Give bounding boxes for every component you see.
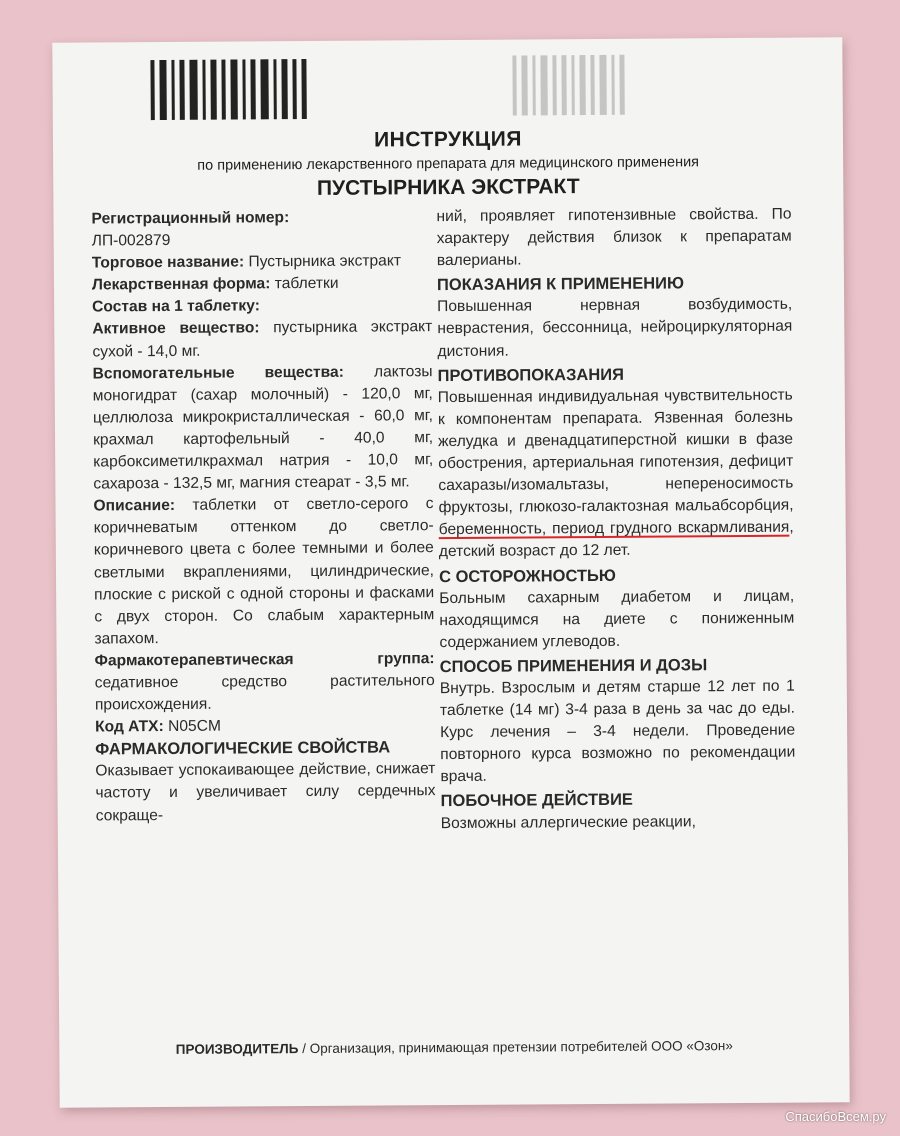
description [93, 493, 434, 650]
dosage-form [92, 272, 432, 296]
contra-text-2: , детский возраст до 12 лет. [438, 518, 794, 561]
composition-label: Состав на 1 таблетку: [92, 297, 260, 316]
form-value: таблетки [274, 275, 339, 293]
active-value: пустырника экстракт сухой - 14,0 мг. [92, 318, 433, 361]
active-label: Активное вещество: [92, 319, 260, 338]
description-label: Описание: [93, 497, 176, 515]
drug-name: ПУСТЫРНИКА ЭКСТРАКТ [316, 175, 580, 200]
pharm-group-label: Фармакотерапевтическая группа: [94, 649, 435, 670]
document-subtitle: по применению лекарственного препарата для медицинского применения [197, 154, 700, 174]
reg-label: Регистрационный номер: [91, 209, 290, 228]
right-column [436, 204, 795, 835]
atc-value: N05CM [168, 717, 222, 736]
side-effects-heading: ПОБОЧНОЕ ДЕЙСТВИЕ [440, 791, 633, 811]
pharm-group [95, 648, 435, 717]
instruction-leaflet [52, 37, 849, 1107]
manufacturer-footer [59, 1037, 849, 1058]
contra-underlined: беременность, период грудного вскармливания [438, 518, 790, 539]
atc-label: Код АТХ: [95, 718, 164, 736]
barcode-showthrough [512, 55, 629, 116]
active-substance [92, 317, 432, 364]
indications-heading: ПОКАЗАНИЯ К ПРИМЕНЕНИЮ [436, 274, 685, 295]
footer-text: / Организация, принимающая претензии потребителей ООО «Озон» [298, 1038, 733, 1057]
dosage-text: Внутрь. Взрослым и детям старше 12 лет по 1 таблетке (14 мг) 3-4 раза в день за час до еды. Курс лечения – 3-4 недели. Проведение повторного курса возможно по рекомендации врача. [439, 677, 796, 786]
indications-text: Повышенная нервная возбудимость, неврастения, бессонница, нейроциркуляторная дистония. [437, 295, 793, 360]
atc-code [95, 714, 435, 738]
excipients-value: лактозы моногидрат (сахар молочный) - 120,0 мг, целлюлоза микрокристаллическая - 60,0 мг, крахмал картофельный - 40,0 мг, карбоксиметилкрахмал натрия - 10,0 мг, сахароза - 132,5 мг, магния стеарат - 3,5 мг. [92, 362, 434, 493]
side-effects-text: Возможны аллергические реакции, [440, 812, 696, 832]
trade-name [92, 250, 432, 274]
pharmacological-properties-continued: ний, проявляет гипотензивные свойства. По характеру действия близок к препаратам валерианы. [436, 205, 792, 270]
left-column [91, 206, 435, 827]
excipients-label: Вспомогательные вещества: [92, 363, 344, 383]
footer-label: ПРОИЗВОДИТЕЛЬ [175, 1041, 299, 1057]
reg-value: ЛП-002879 [91, 232, 171, 250]
contraindications-text [438, 384, 794, 563]
pharmacological-properties-text: Оказывает успокаивающее действие, снижает частоту и увеличивает силу сердечных сокраще- [95, 760, 436, 825]
description-value: таблетки от светло-серого с коричневатым оттенком до светло-коричневого цвета с более темными и более светлыми вкраплениями, цилиндрические, плоские с риской с одной стороны и фасками с двух сторон. Со слабым характерным запахом. [93, 495, 435, 648]
document-title: ИНСТРУКЦИЯ [373, 127, 522, 152]
trade-label: Торговое название: [91, 253, 245, 272]
pharmacological-properties-heading: ФАРМАКОЛОГИЧЕСКИЕ СВОЙСТВА [95, 738, 391, 759]
site-watermark: СпасибоВсем.ру [785, 1109, 886, 1124]
excipients [93, 361, 434, 496]
contraindications-heading: ПРОТИВОПОКАЗАНИЯ [437, 365, 625, 385]
pharm-group-value: седативное средство растительного происхождения. [94, 672, 435, 714]
caution-text: Больным сахарным диабетом и лицам, находящимся на диете с пониженным содержанием углеводов. [439, 587, 795, 651]
form-label: Лекарственная форма: [91, 275, 271, 294]
registration-number [91, 206, 431, 253]
trade-value: Пустырника экстракт [248, 252, 402, 271]
dosage-heading: СПОСОБ ПРИМЕНЕНИЯ И ДОЗЫ [439, 656, 708, 676]
contra-text-1: Повышенная индивидуальная чувствительность к компонентам препарата. Язвенная болезнь желудка и двенадцатиперстной кишки в фазе обострения, артериальная гипотензия, дефицит сахаразы/изомальтазы, непереносимость фруктозы, глюкозо-галактозная мальабсорбция, [437, 386, 794, 517]
caution-heading: С ОСТОРОЖНОСТЬЮ [438, 566, 616, 586]
barcode [150, 59, 311, 120]
